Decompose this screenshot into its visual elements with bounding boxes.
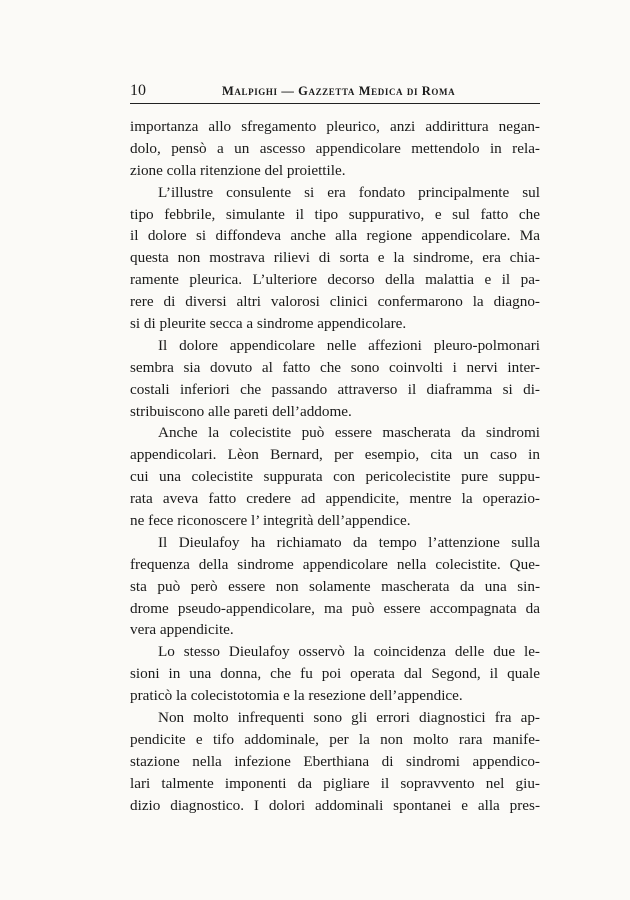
text-line: Il Dieulafoy ha richiamato da tempo l’attenzione sulla — [158, 533, 540, 551]
text-line: il dolore si diffondeva anche alla regione appendicolare. Ma — [130, 227, 540, 245]
text-line: costali inferiori che passando attraverso il diaframma si di- — [130, 380, 540, 398]
text-line: praticò la colecistotomia e la resezione dell’appendice. — [130, 687, 463, 705]
page-number: 10 — [130, 82, 146, 99]
text-line: rere di diversi altri valorosi clinici confermarono la diagno- — [130, 293, 540, 311]
text-line: frequenza della sindrome appendicolare nella colecistite. Que- — [130, 555, 540, 573]
text-line: cui una colecistite suppurata con pericolecistite pure suppu- — [130, 468, 540, 486]
text-line: ramente pleurica. L’ulteriore decorso della malattia e il pa- — [130, 271, 540, 289]
text-line: appendicolari. Lèon Bernard, per esempio, cita un caso in — [130, 446, 540, 464]
text-line: rata aveva fatto credere ad appendicite, mentre la operazio- — [130, 490, 540, 508]
text-line: si di pleurite secca a sindrome appendicolare. — [130, 315, 407, 333]
text-line: ne fece riconoscere l’ integrità dell’appendice. — [130, 512, 411, 530]
page-header — [130, 81, 540, 101]
text-line: vera appendicite. — [130, 621, 234, 639]
text-line: Lo stesso Dieulafoy osservò la coincidenza delle due le- — [158, 643, 540, 661]
text-line: stribuiscono alle pareti dell’addome. — [130, 402, 352, 420]
text-line: L’illustre consulente si era fondato principalmente sul — [158, 183, 540, 201]
text-line: zione colla ritenzione del proiettile. — [130, 161, 346, 179]
text-line: sioni in una donna, che fu poi operata dal Segond, il quale — [130, 665, 540, 683]
text-line: lari talmente imponenti da pigliare il sopravvento nel giu- — [130, 774, 540, 792]
text-line: sembra sia dovuto al fatto che sono coinvolti i nervi inter- — [130, 358, 540, 376]
text-line: importanza allo sfregamento pleurico, anzi addirittura negan- — [130, 118, 540, 135]
text-line: dolo, pensò a un ascesso appendicolare mettendolo in rela- — [130, 139, 540, 157]
text-line: questa non mostrava rilievi di sorta e la sindrome, era chia- — [130, 249, 540, 267]
text-line: dizio diagnostico. I dolori addominali spontanei e alla pres- — [130, 796, 540, 814]
header-rule — [130, 103, 540, 104]
text-line: stazione nella infezione Eberthiana di sindromi appendico- — [130, 752, 540, 770]
text-line: Il dolore appendicolare nelle affezioni pleuro-polmonari — [158, 336, 540, 354]
running-head: Malpighi — Gazzetta Medica di Roma — [222, 84, 456, 98]
text-line: Non molto infrequenti sono gli errori diagnostici fra ap- — [158, 709, 540, 727]
text-line: drome pseudo-appendicolare, ma può essere accompagnata da — [130, 599, 540, 617]
text-line: pendicite e tifo addominale, per la non molto rara manife- — [130, 730, 540, 748]
text-line: tipo febbrile, simulante il tipo suppurativo, e sul fatto che — [130, 205, 540, 223]
text-line: Anche la colecistite può essere mascherata da sindromi — [158, 424, 540, 442]
text-line: sta può però essere non solamente mascherata da una sin- — [130, 577, 540, 595]
body-text — [130, 116, 540, 817]
